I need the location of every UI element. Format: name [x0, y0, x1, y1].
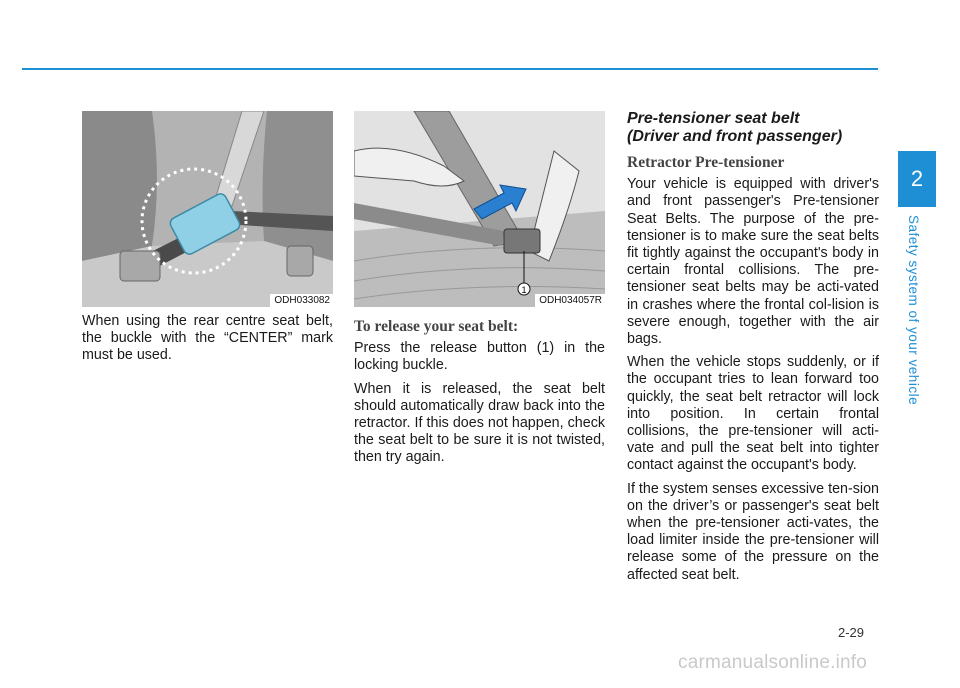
pretensioner-heading	[627, 110, 879, 146]
pretensioner-paragraph-1: Your vehicle is equipped with driver's and front passenger's Pre-tensioner Seat Belts. The purpose of the pre-tensioner is to make sure the seat belts fit tightly against the occupant's body in certain frontal collisions. The pre-tensioner seat belts may be acti-vated in crashes where the frontal col-lision is severe enough, together with the air bags.	[627, 176, 879, 348]
pretensioner-paragraph-2: When the vehicle stops suddenly, or if the occupant tries to lean forward too quickly, the seat belt retractor will lock into position. In certain frontal collisions, the pre-tensioner will acti-vate and pull the seat belt into tighter contact against the occupant's body.	[627, 354, 879, 474]
pretensioner-heading-line1: Pre-tensioner seat belt	[627, 110, 800, 127]
right-column	[627, 110, 879, 590]
chapter-tab	[898, 151, 936, 207]
release-heading: To release your seat belt:	[354, 318, 519, 335]
callout-1: 1	[521, 285, 527, 295]
watermark: carmanualsonline.info	[678, 652, 868, 673]
retractor-subheading: Retractor Pre-tensioner	[627, 154, 785, 171]
seat-belt-release-figure	[354, 111, 605, 307]
left-paragraph: When using the rear centre seat belt, the buckle with the “CENTER” mark must be used.	[82, 313, 333, 364]
top-rule	[22, 68, 878, 70]
middle-column	[354, 310, 605, 473]
chapter-title-text: Safety system of your vehicle	[906, 215, 921, 406]
chapter-number: 2	[910, 166, 924, 191]
middle-figure-code: ODH034057R	[535, 294, 605, 307]
left-column	[82, 313, 333, 371]
release-paragraph-1: Press the release button (1) in the locking buckle.	[354, 340, 605, 374]
release-paragraph-2: When it is released, the seat belt should automatically draw back into the retractor. If this does not happen, check the seat belt to be sure it is not twisted, then try again.	[354, 380, 605, 466]
chapter-side-title	[906, 215, 928, 405]
pretensioner-heading-line2: (Driver and front passenger)	[627, 128, 843, 145]
pretensioner-paragraph-3: If the system senses excessive ten-sion on the driver’s or passenger's seat belt when the pre-tensioner acti-vates, the load limiter inside the pre-tensioner will release some of the pressure on the affected seat belt.	[627, 480, 879, 583]
left-figure-code: ODH033082	[270, 294, 333, 307]
page-number: 2-29	[838, 625, 865, 640]
rear-centre-seat-belt-figure	[82, 111, 333, 307]
